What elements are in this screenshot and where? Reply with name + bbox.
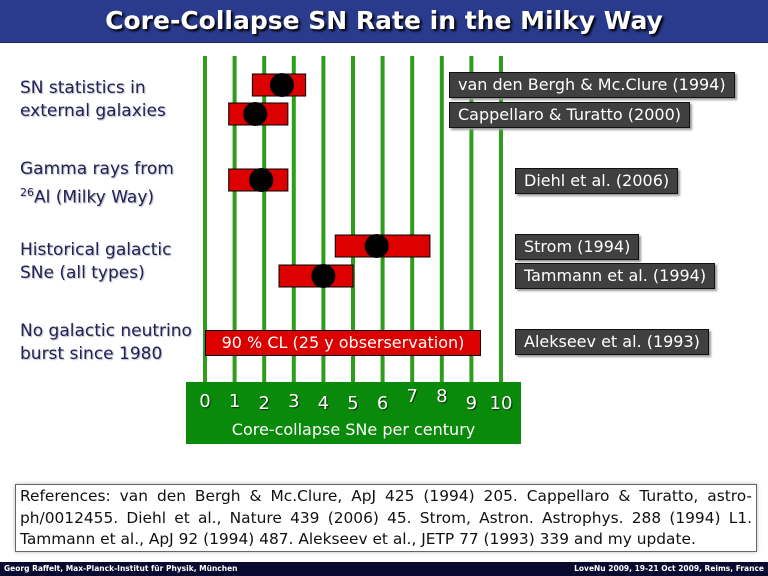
ref-box-diehl: Diehl et al. (2006): [515, 168, 678, 194]
data-point-4: [311, 264, 335, 288]
ref-box-tammann: Tammann et al. (1994): [515, 263, 715, 289]
x-tick-3: 3: [288, 391, 300, 412]
row-label-neutrino: [20, 320, 192, 366]
ref-box-vdb: van den Bergh & Mc.Clure (1994): [449, 72, 735, 98]
row-label-external-line2: external galaxies: [20, 101, 166, 121]
row-label-historical-line2: SNe (all types): [20, 263, 145, 283]
row-label-neutrino-line1: No galactic neutrino: [20, 321, 192, 341]
x-tick-1: 1: [228, 391, 241, 412]
references-box: [15, 484, 757, 552]
ref-box-strom: Strom (1994): [515, 234, 639, 260]
row-label-gamma-line2: [20, 181, 174, 210]
row-label-external-line1: SN statistics in: [20, 78, 146, 98]
slide-title: Core-Collapse SN Rate in the Milky Way: [105, 6, 663, 35]
row-label-gamma: [20, 158, 174, 210]
x-axis-label: Core-collapse SNe per century: [231, 420, 476, 439]
row-label-historical-line1: Historical galactic: [20, 240, 172, 260]
footer-event: LoveNu 2009, 19-21 Oct 2009, Reims, France: [574, 564, 764, 573]
data-point-3: [365, 234, 389, 258]
x-tick-10: 10: [489, 393, 513, 414]
row-label-historical: [20, 239, 171, 285]
data-point-0: [270, 73, 294, 97]
footer-author: Georg Raffelt, Max-Planck-Institut für Physik, München: [4, 564, 238, 573]
row-label-gamma-text: Al (Milky Way): [34, 187, 155, 208]
row-label-gamma-superscript: 26: [20, 186, 34, 199]
x-tick-8: 8: [436, 386, 448, 407]
row-label-neutrino-line2: burst since 1980: [20, 344, 163, 364]
references-text: References: van den Bergh & Mc.Clure, ApJ 425 (1994) 205. Cappellaro & Turatto, astro-ph/0012455. Diehl et al., Nature 439 (2006) 45. Strom, Astron. Astrophys. 288 (1994) L1. Tammann et al., ApJ 92 (1994) 487. Alekseev et al., JETP 77 (1993) 339 and my update.: [20, 487, 752, 548]
x-tick-0: 0: [199, 391, 211, 412]
upper-limit-bar: 90 % CL (25 y obserservation): [205, 330, 481, 356]
ref-box-alekseev: Alekseev et al. (1993): [515, 329, 709, 355]
data-point-1: [243, 102, 267, 126]
x-tick-9: 9: [465, 393, 478, 414]
x-tick-5: 5: [347, 393, 359, 414]
x-tick-7: 7: [406, 386, 418, 407]
row-label-external: [20, 77, 166, 123]
x-tick-6: 6: [376, 393, 389, 414]
ref-box-cappellaro: Cappellaro & Turatto (2000): [449, 102, 690, 128]
x-tick-4: 4: [317, 393, 330, 414]
row-label-gamma-line1: Gamma rays from: [20, 159, 174, 179]
x-tick-2: 2: [258, 393, 270, 414]
data-point-2: [249, 168, 273, 192]
